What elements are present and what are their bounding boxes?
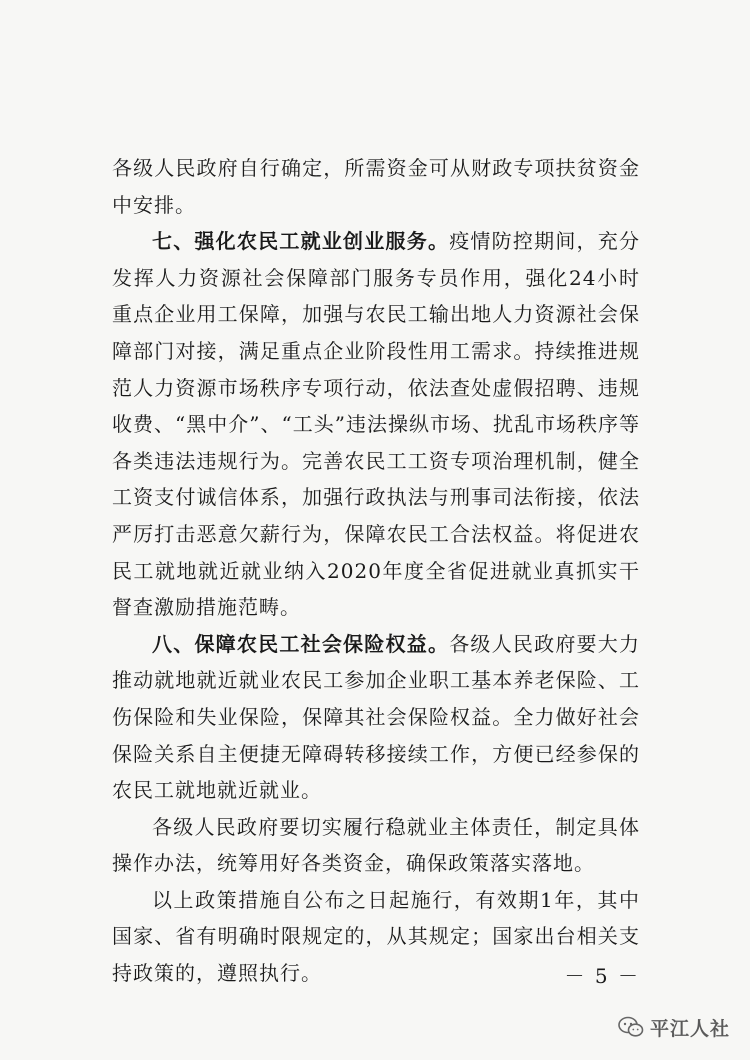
section-8-text: 各级人民政府要大力推动就地就近就业农民工参加企业职工基本养老保险、工伤保险和失业保险，保障其社会保险权益。全力做好社会保险关系自主便捷无障碍转移接续工作，方便已经参保的农民工就地就近就业。 bbox=[112, 631, 641, 803]
section-8-heading: 八、保障农民工社会保险权益。 bbox=[152, 631, 450, 656]
effective-date-text: 以上政策措施自公布之日起施行，有效期1年，其中国家、省有明确时限规定的，从其规定；国家出台相关支持政策的，遵照执行。 bbox=[112, 887, 640, 986]
watermark bbox=[618, 1012, 730, 1042]
paragraph-responsibility bbox=[112, 809, 640, 882]
wechat-icon bbox=[618, 1016, 644, 1038]
document-body bbox=[112, 150, 640, 992]
watermark-text: 平江人社 bbox=[650, 1017, 731, 1040]
responsibility-text: 各级人民政府要切实履行稳就业主体责任，制定具体操作办法，统筹用好各类资金，确保政策落实落地。 bbox=[112, 814, 640, 876]
paragraph-1-text: 各级人民政府自行确定，所需资金可从财政专项扶贫资金中安排。 bbox=[112, 156, 640, 217]
section-7-heading: 七、强化农民工就业创业服务。 bbox=[152, 229, 450, 254]
paragraph-section-8 bbox=[112, 626, 640, 809]
paragraph-section-7 bbox=[112, 223, 640, 626]
section-7-text: 疫情防控期间，充分发挥人力资源社会保障部门服务专员作用，强化24小时重点企业用工保障，加强与农民工输出地人力资源社会保障部门对接，满足重点企业阶段性用工需求。持续推进规范人力资源市场秩序专项行动，依法查处虚假招聘、违规收费、“黑中介”、“工头”违法操纵市场、扰乱市场秩序等各类违法违规行为。完善农民工工资专项治理机制，健全工资支付诚信体系，加强行政执法与刑事司法衔接，依法严厉打击恶意欠薪行为，保障农民工合法权益。将促进农民工就地就近就业纳入2020年度全省促进就业真抓实干督查激励措施范畴。 bbox=[112, 229, 641, 620]
page-number: － 5 － bbox=[564, 964, 640, 988]
paragraph-1 bbox=[112, 150, 640, 223]
